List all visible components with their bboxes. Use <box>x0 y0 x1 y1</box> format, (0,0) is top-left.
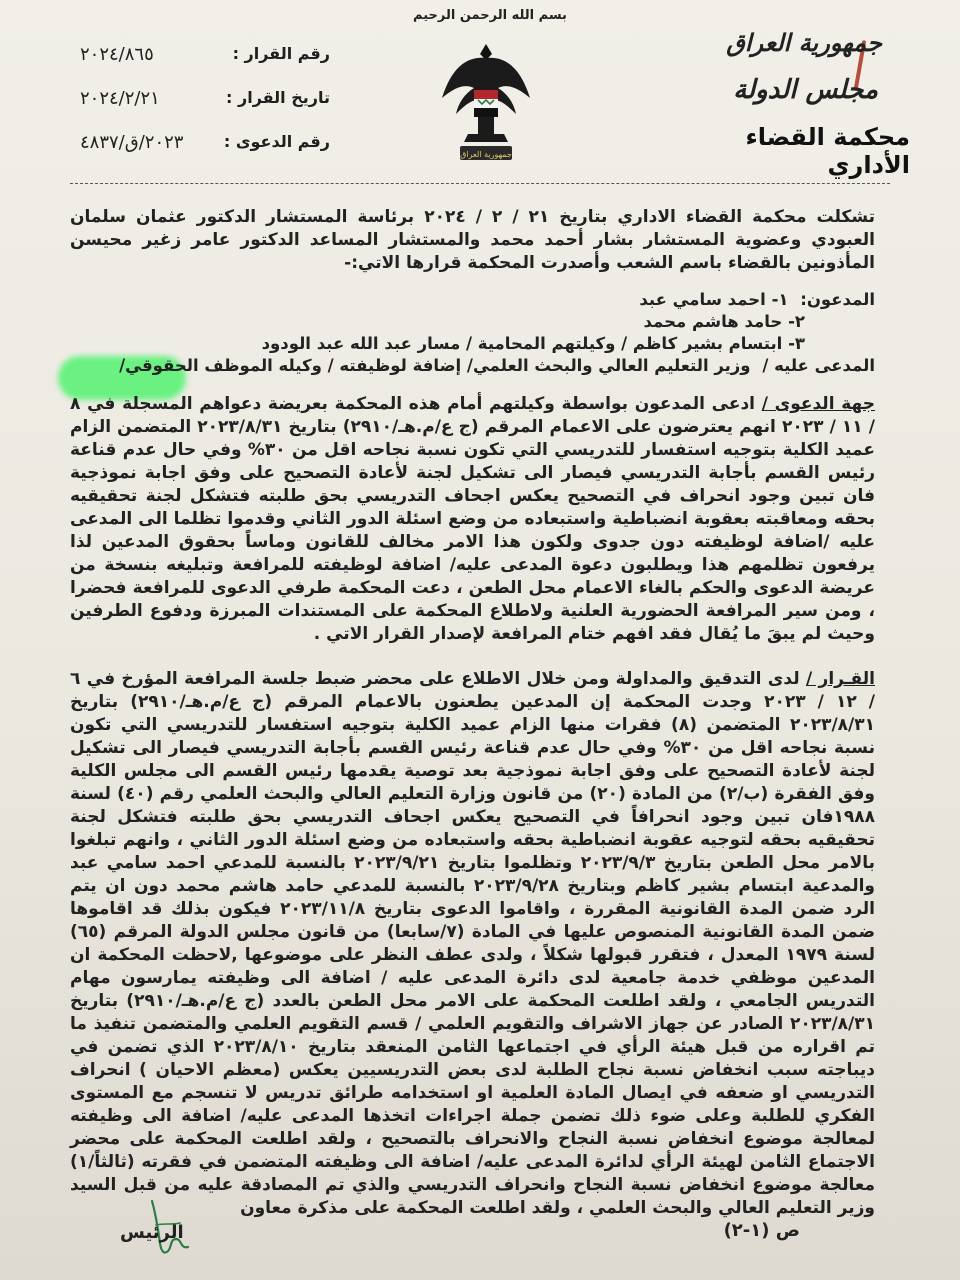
council-title: مجلس الدولة <box>733 75 878 105</box>
page-number: ص (١-٢) <box>723 1220 800 1241</box>
decision-number-row <box>80 44 330 74</box>
decision-text: لدى التدقيق والمداولة ومن خلال الاطلاع على محضر ضبط جلسة المرافعة المؤرخ في ٦ / ١٢ / ٢٠٢٣ وجدت المحكمة إن المدعين يطعنون بالاعمام المرقم (ج ع/م.هـ/٢٩١٠) بتاريخ ٢٠٢٣/٨/٣١ المتضمن (٨) فقرات منها الزام عميد الكلية بتوجيه استفسار للتدريسي التي تكون نسبة نجاحه اقل من ٣٠% وفي حال عدم قناعة رئيس القسم بأجابة التدريسي فيصار الى تشكيل لجنة لأعادة التصحيح على وفق اجابة نموذجية بعد توصية يقدمها رئيس القسم الى مجلس الكلية وفق الفقرة (ب/٢) من المادة (٢٠) من قانون وزارة التعليم العالي والبحث العلمي رقم (٤٠) لسنة ١٩٨٨فان تبين وجود انحرافاً في التصحيح يعكس اجحاف التدريسي بحق طلبته فتشكل لجنة تحقيقيه بحقه لتوجيه عقوبة انضباطية بحقه واستبعاده من وضع اسئلة الدور الثاني ، وانهم تبلغوا بالامر محل الطعن بتاريخ ٢٠٢٣/٩/٣ وتظلموا بتاريخ ٢٠٢٣/٩/٢١ بالنسبة للمدعي احمد سامي عبد والمدعية ابتسام بشير كاظم وبتاريخ ٢٠٢٣/٩/٢٨ بالنسبة للمدعي حامد هاشم محمد دون ان يتم الرد ضمن المدة القانونية المقررة ، واقاموا الدعوى بتاريخ ٢٠٢٣/١١/٨ فيكون بذلك قد اقاموها ضمن المدة القانونية المنصوص عليها في المادة (٧/سابعا) من قانون مجلس الدولة المرقم (٦٥) لسنة ١٩٧٩ المعدل ، فتقرر قبولها شكلاً ، ولدى عطف النظر على موضوعها ,لاحظت المحكمة ان المدعين موظفي خدمة جامعية لدى دائرة المدعى عليه / اضافة الى وظيفته يمارسون مهام التدريس الجامعي ، ولقد اطلعت المحكمة على الامر محل الطعن بالعدد (ج ع/م.هـ/٢٩١٠) بتاريخ ٢٠٢٣/٨/٣١ الصادر عن جهاز الاشراف والتقويم العلمي / قسم التقويم العلمي والمتضمن تنفيذ ما تم اقراره من قبل هيئة الرأي في اجتماعها الثامن المنعقد بتاريخ ٢٠٢٣/٨/١٠ الذي تضمن في ديباجته سبب انخفاض نسبة نجاح الطلبة لدى بعض التدريسيين يعكس (معظم الاحيان ) انحراف التدريسي او ضعفه في ايصال المادة العلمية او استخدامه طرائق تدريس لا تنسجم مع المستوى الفكري للطلبة وعلى ضوء ذلك تضمن جملة اجراءات اتخذها المدعى عليه/ اضافة الى وظيفته لمعالجة موضوع انخفاض نسبة النجاح والانحراف بالتصحيح ، ولقد اطلعت المحكمة على محضر الاجتماع الثامن لهيئة الرأي لدائرة المدعى عليه/ اضافة الى وظيفته المتضمن في فقرته (ثالثاً/١) معالجة موضوع انخفاض نسبة النجاح وانحراف التدريسي والذي تم المصادقة عليه من قبل السيد وزير التعليم العالي والبحث العلمي ، ولقد اطلعت المحكمة على مذكرة معاون <box>70 669 876 1218</box>
republic-title: جمهورية العراق <box>726 28 882 57</box>
case-number-row <box>80 132 330 162</box>
issuer-header <box>690 28 920 179</box>
plaintiff-3: ٣- ابتسام بشير كاظم / وكيلتهم المحامية / مسار عبد الله عبد الودود <box>261 334 805 353</box>
decision-date-value: ٢٠٢٤/٢/٢١ <box>80 88 160 109</box>
case-side-paragraph <box>70 393 875 646</box>
decision-number-label: رقم القرار : <box>232 44 330 63</box>
iraq-eagle-emblem-icon <box>438 38 534 170</box>
decision-paragraph <box>70 668 875 1220</box>
header-divider <box>70 183 890 184</box>
plaintiff-1: ١- احمد سامي عبد <box>639 290 789 309</box>
defendant-line <box>70 355 875 377</box>
defendant-label: المدعى عليه / <box>762 356 875 375</box>
case-number-value: ٢٠٢٣/ق/٤٨٣٧ <box>80 132 184 153</box>
decision-date-label: تاريخ القرار : <box>226 88 330 107</box>
court-title: محكمة القضاء الأداري <box>745 123 910 179</box>
decision-date-row <box>80 88 330 118</box>
decision-heading: القـرار / <box>805 669 876 689</box>
plaintiff-2: ٢- حامد هاشم محمد <box>643 312 805 331</box>
case-side-heading: جهة الدعوى / <box>761 394 876 414</box>
document-body <box>70 206 875 1220</box>
president-label: الرئيس <box>120 1222 184 1243</box>
defendant: وزير التعليم العالي والبحث العلمي/ إضافة لوظيفته / وكيله الموظف الحقوقي/ <box>119 356 751 375</box>
parties-block <box>70 289 875 377</box>
plaintiffs-label: المدعون: <box>800 290 875 309</box>
decision-number-value: ٢٠٢٤/٨٦٥ <box>80 44 154 65</box>
case-number-label: رقم الدعوى : <box>223 132 330 151</box>
plaintiff-1-line <box>70 289 875 311</box>
basmala: بسم الله الرحمن الرحيم <box>413 8 567 23</box>
emblem-caption: جمهورية العراق <box>460 150 512 159</box>
case-side-text: ادعى المدعون بواسطة وكيلتهم أمام هذه المحكمة بعريضة دعواهم المسجلة في ٨ / ١١ / ٢٠٢٣ انهم يعترضون على الاعمام المرقم (ج ع/م.هـ/٢٩١٠) بتاريخ ٢٠٢٣/٨/٣١ المتضمن الزام عميد الكلية بتوجيه استفسار للتدريسي التي تكون نسبة نجاحه اقل من ٣٠% وفي حال عدم قناعة رئيس القسم بأجابة التدريسي فيصار الى تشكيل لجنة لأعادة التصحيح على وفق اجابة نموذجية فان تبين وجود انحراف في التصحيح يعكس اجحاف التدريسي بحق طلبته فتشكل لجنة تحقيقيه بحقه ومعاقبته بعقوبة انضباطية واستبعاده من وضع اسئلة الدور الثاني وقدموا تظلما الى المدعى عليه /اضافة لوظيفته دون جدوى ولكون هذا الامر مخالف للقانون وماساً بحقوق المدعين لذا يرفعون تظلمهم هذا ويطلبون دعوة المدعى عليه/ اضافة لوظيفته للمرافعة وتبليغه بنسخة من عريضة الدعوى والحكم بالغاء الاعمام محل الطعن ، دعت المحكمة طرفي الدعوى للمرافعة فحضرا ، ومن سير المرافعة الحضورية العلنية ولاطلاع المحكمة على المستندات المبرزة ودفوع الطرفين وحيث لم يبقَ ما يُقال فقد افهم ختام المرافعة لإصدار القرار الاتي . <box>70 394 875 644</box>
court-formation-paragraph: تشكلت محكمة القضاء الاداري بتاريخ ٢١ / ٢ / ٢٠٢٤ برئاسة المستشار الدكتور عثمان سلمان العبودي وعضوية المستشار بشار أحمد محمد والمستشار المساعد الدكتور عامر زغير محيسن المأذونين بالقضاء باسم الشعب وأصدرت المحكمة قرارها الاتي:- <box>70 207 875 273</box>
